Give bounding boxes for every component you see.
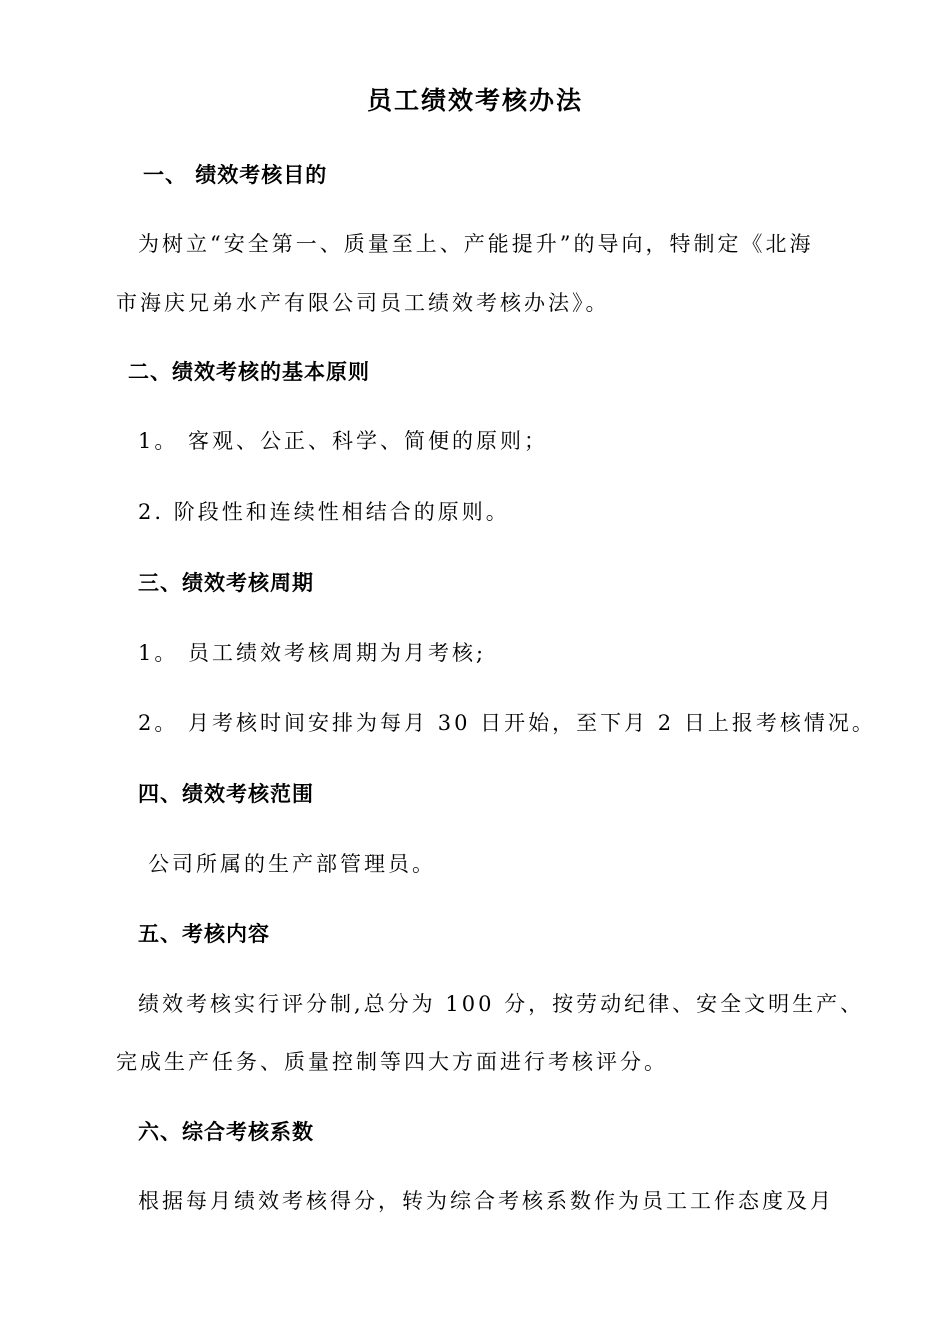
- paragraph-scope: 公司所属的生产部管理员。: [148, 852, 436, 876]
- section-heading-purpose: 一、 绩效考核目的: [143, 162, 328, 187]
- section-heading-content: 五、考核内容: [138, 921, 270, 946]
- list-item-principle-1: 1。 客观、公正、科学、简便的原则；: [138, 429, 549, 453]
- list-item-period-2: 2。 月考核时间安排为每月 30 日开始，至下月 2 日上报考核情况。: [138, 711, 876, 735]
- page-title: 员工绩效考核办法: [366, 86, 583, 115]
- paragraph-content-line-2: 完成生产任务、质量控制等四大方面进行考核评分。: [116, 1050, 668, 1074]
- paragraph-coefficient-line-1: 根据每月绩效考核得分，转为综合考核系数作为员工工作态度及月: [138, 1189, 834, 1213]
- list-item-period-1: 1。 员工绩效考核周期为月考核;: [138, 641, 487, 665]
- paragraph-content-line-1: 绩效考核实行评分制,总分为 100 分，按劳动纪律、安全文明生产、: [138, 992, 865, 1016]
- section-heading-principles: 二、绩效考核的基本原则: [128, 359, 370, 384]
- paragraph-purpose-line-2: 市海庆兄弟水产有限公司员工绩效考核办法》。: [116, 291, 610, 315]
- section-heading-scope: 四、绩效考核范围: [138, 781, 314, 806]
- paragraph-purpose-line-1: 为树立“安全第一、质量至上、产能提升”的导向，特制定《北海: [138, 232, 814, 256]
- section-heading-coefficient: 六、综合考核系数: [138, 1119, 314, 1144]
- section-heading-period: 三、绩效考核周期: [138, 570, 314, 595]
- list-item-principle-2: 2. 阶段性和连续性相结合的原则。: [138, 500, 510, 524]
